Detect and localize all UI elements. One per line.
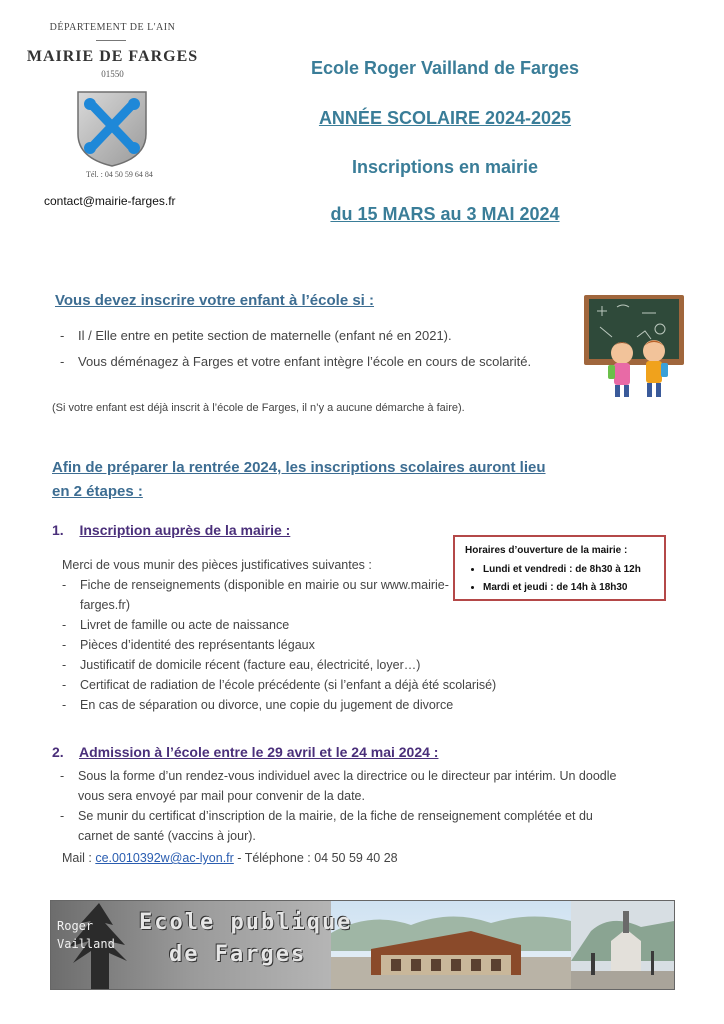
mail-label: Mail : bbox=[62, 851, 96, 865]
list-item: - Certificat de radiation de l’école précédente (si l’enfant a déjà été scolarisé) bbox=[62, 675, 560, 695]
step1-intro: Merci de vous munir des pièces justificatives suivantes : bbox=[62, 558, 372, 572]
conditions-list bbox=[60, 326, 572, 372]
step2-title: Admission à l’école entre le 29 avril et le 24 mai 2024 : bbox=[78, 744, 439, 760]
divider bbox=[96, 40, 126, 41]
banner-title bbox=[139, 907, 352, 971]
banner-left-line1: Roger bbox=[57, 919, 94, 933]
list-item: - Vous déménagez à Farges et votre enfant intègre l’école en cours de scolarité. bbox=[60, 352, 572, 372]
list-item: - En cas de séparation ou divorce, une copie du jugement de divorce bbox=[62, 695, 560, 715]
list-item: • Mardi et jeudi : de 14h à 18h30 bbox=[483, 579, 641, 597]
admission-list bbox=[60, 766, 630, 846]
list-item: • Lundi et vendredi : de 8h30 à 12h bbox=[483, 561, 641, 579]
school-year: ANNÉE SCOLAIRE 2024-2025 bbox=[318, 108, 572, 128]
list-item: - Sous la forme d’un rendez-vous individuel avec la directrice ou le directeur par intérim. Un doodle vous sera envoyé par mail pour convenir de la date. bbox=[60, 766, 630, 806]
step1-title: Inscription auprès de la mairie : bbox=[79, 522, 291, 538]
section1-note: (Si votre enfant est déjà inscrit à l’école de Farges, il n’y a aucune démarche à faire). bbox=[52, 402, 465, 414]
banner-left-label bbox=[57, 917, 115, 953]
chalkboard-kids-icon bbox=[582, 293, 686, 399]
mairie-name: MAIRIE DE FARGES bbox=[26, 48, 199, 65]
mairie-phone: Tél. : 04 50 59 64 84 bbox=[86, 170, 153, 179]
banner-left-line2: Vailland bbox=[57, 937, 115, 951]
school-phone: - Téléphone : 04 50 59 40 28 bbox=[233, 851, 398, 865]
list-item: - Pièces d’identité des représentants légaux bbox=[62, 635, 462, 655]
banner-title-line1: Ecole publique bbox=[139, 910, 353, 935]
school-banner-image bbox=[50, 900, 675, 990]
inscription-dates: du 15 MARS au 3 MAI 2024 bbox=[330, 204, 560, 224]
section1-heading: Vous devez inscrire votre enfant à l’école si : bbox=[55, 292, 375, 309]
list-item: - Il / Elle entre en petite section de maternelle (enfant né en 2021). bbox=[60, 326, 572, 346]
inscriptions-title: Inscriptions en mairie bbox=[351, 157, 539, 177]
contact-email[interactable]: contact@mairie-farges.fr bbox=[44, 194, 176, 208]
school-email-link[interactable]: ce.0010392w@ac-lyon.fr bbox=[95, 851, 234, 865]
opening-hours-title: Horaires d’ouverture de la mairie : bbox=[465, 545, 628, 556]
opening-hours-list bbox=[469, 561, 641, 597]
opening-hours-box bbox=[453, 535, 666, 601]
school-title: Ecole Roger Vailland de Farges bbox=[310, 58, 580, 78]
coat-of-arms-icon bbox=[76, 90, 148, 168]
department-label: DÉPARTEMENT DE L'AIN bbox=[49, 22, 176, 33]
list-item: - Justificatif de domicile récent (facture eau, électricité, loyer…) bbox=[62, 655, 462, 675]
list-item: - Livret de famille ou acte de naissance bbox=[62, 615, 462, 635]
postal-code: 01550 bbox=[101, 69, 124, 79]
section2-heading bbox=[52, 456, 546, 504]
step1-heading bbox=[52, 522, 290, 538]
section2-heading-line1: Afin de préparer la rentrée 2024, les inscriptions scolaires auront lieu bbox=[52, 459, 546, 476]
step2-heading bbox=[52, 744, 438, 760]
list-item: - Fiche de renseignements (disponible en mairie ou sur www.mairie-farges.fr) bbox=[62, 575, 462, 615]
school-contact bbox=[62, 848, 398, 868]
step2-number: 2. bbox=[52, 744, 64, 760]
banner-title-line2: de Farges bbox=[169, 942, 307, 967]
list-item: - Se munir du certificat d’inscription de la mairie, de la fiche de renseignement complétée et du carnet de santé (vaccins à jour). bbox=[60, 806, 630, 846]
step1-number: 1. bbox=[52, 522, 64, 538]
section2-heading-line2: en 2 étapes : bbox=[52, 483, 143, 500]
documents-list bbox=[62, 575, 497, 715]
